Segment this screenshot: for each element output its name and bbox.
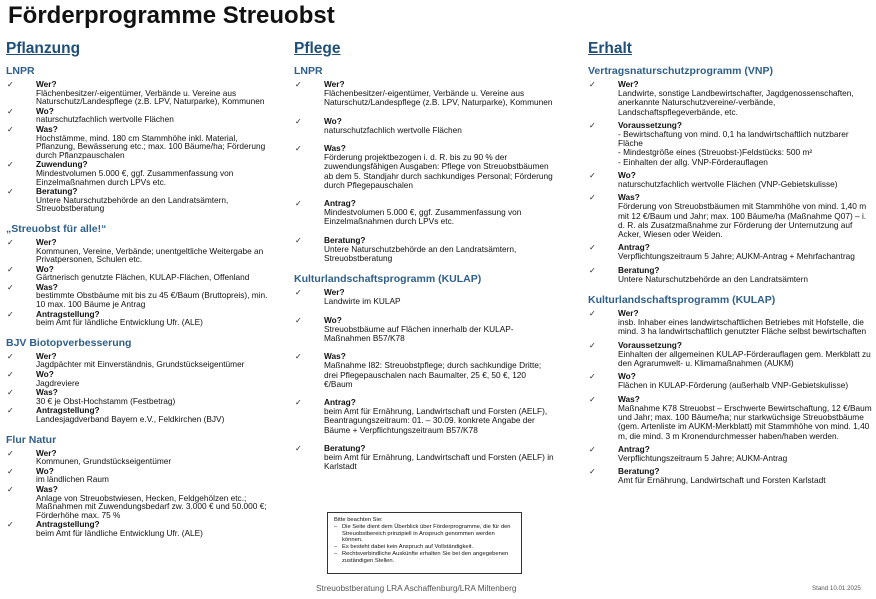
item-text: Hochstämme, mind. 180 cm Stammhöhe inkl. Material, Pflanzung, Bewässerung etc.; max. 100 Bäume/ha; Förderung durch Pflanzpauschalen — [36, 132, 266, 160]
item-text: Flächenbesitzer/-eigentümer, Verbände u. Vereine aus Naturschutz/Landespflege (z.B. LPV, Naturparke), Kommunen — [36, 87, 265, 107]
item-text: Mindestvolumen 5.000 €, ggf. Zusammenfassung von Einzelmaßnahmen durch LPVs etc. — [324, 207, 522, 227]
list-item — [6, 467, 274, 484]
list-item — [294, 236, 556, 264]
item-text: Streuobstbäume auf Flächen innerhalb der KULAP-Maßnahmen B57/K78 — [324, 323, 514, 344]
list-item — [588, 171, 872, 189]
checkmark-icon: ✓ — [7, 520, 14, 530]
checkmark-icon: ✓ — [295, 80, 302, 89]
list-item — [294, 288, 556, 306]
list-item — [6, 107, 274, 124]
item-text: naturschutzfachlich wertvolle Flächen (VNP-Gebietskulisse) — [618, 179, 838, 190]
item-text: bestimmte Obstbäume mit bis zu 45 €/Baum (Bruttopreis), min. 10 max. 100 Bäume je Antrag — [36, 290, 268, 310]
item-label: Wer? — [36, 79, 57, 89]
checkmark-icon: ✓ — [589, 120, 596, 130]
item-label: Voraussetzung? — [618, 119, 682, 130]
item-label: Wo? — [618, 371, 636, 382]
section-title: Flur Natur — [6, 433, 57, 446]
list-item — [6, 187, 274, 213]
list-item — [294, 80, 556, 108]
item-label: Antrag? — [618, 242, 650, 253]
notice-item: – Es besteht dabei kein Anspruch auf Vollständigkeit. — [334, 544, 515, 551]
item-text: Flächenbesitzer/-eigentümer, Verbände u. Vereine aus Naturschutz/Landespflege (z.B. LPV, Naturparke), Kommunen — [324, 88, 553, 108]
list-item — [588, 266, 872, 284]
checkmark-icon: ✓ — [589, 340, 596, 350]
checkmark-icon: ✓ — [7, 80, 14, 89]
list-item — [6, 283, 274, 309]
item-text: beim Amt für Ernährung, Landwirtschaft und Forsten (AELF), Beantragungszeitraum: 01. – 30.09. konkrete Angabe der Bäume + Verpflichtungszeitraum B57/K78 — [324, 406, 548, 435]
list-item — [588, 121, 872, 167]
list-item — [6, 310, 274, 327]
list-item — [6, 406, 274, 423]
list-item — [294, 144, 556, 190]
item-text: - Bewirtschaftung von mind. 0,1 ha landwirtschaftlich nutzbarer Fläche - Mindestgröße eines (Streuobst-)Feldstücks: 500 m² - Einhalten der allg. VNP-Förderauflagen — [618, 129, 849, 167]
item-label: Wo? — [324, 115, 342, 126]
checkmark-icon: ✓ — [7, 388, 14, 398]
notice-heading: Bitte beachten Sie: — [334, 517, 383, 523]
item-label: Voraussetzung? — [618, 339, 682, 350]
checkmark-icon: ✓ — [7, 351, 14, 361]
item-text: Anlage von Streuobstwiesen, Hecken, Feldgehölzen etc.; Maßnahmen mit Zuwendungsbedarf zw. 3.000 € und 50.000 €; Förderhöhe max. 75 % — [36, 492, 267, 520]
item-text: Maßnahme K78 Streuobst – Erschwerte Bewirtschaftung, 12 €/Baum und Jahr; max. 100 Bäume/ha; nur starkwüchsige Streuobstbäume (gem. Artenliste im AUKM-Merkblatt) mit Stammhöhe von mind. 1,40 m, die mind. 3 m Kronendurchmesser haben/haben werden. — [618, 402, 872, 441]
item-text: beim Amt für Ernährung, Landwirtschaft und Forsten (AELF) in Karlstadt — [324, 452, 554, 472]
checkmark-icon: ✓ — [589, 193, 596, 203]
checkmark-icon: ✓ — [7, 187, 14, 197]
checkmark-icon: ✓ — [295, 398, 302, 408]
item-label: Antrag? — [324, 198, 356, 209]
checkmark-icon: ✓ — [589, 309, 596, 319]
footer-text: Streuobstberatung LRA Aschaffenburg/LRA Miltenberg — [316, 583, 517, 593]
item-label: Zuwendung? — [36, 159, 88, 170]
list-item — [6, 352, 274, 369]
checkmark-icon: ✓ — [589, 243, 596, 253]
item-text: naturschutzfachlich wertvolle Flächen — [36, 114, 174, 125]
checkmark-icon: ✓ — [589, 80, 596, 89]
item-label: Wo? — [36, 465, 54, 476]
item-label: Beratung? — [618, 264, 660, 275]
list-item — [588, 80, 872, 117]
item-text: Flächen in KULAP-Förderung (außerhalb VNP-Gebietskulisse) — [618, 380, 849, 391]
item-text: Kommunen, Vereine, Verbände; unentgeltliche Weitergabe an Privatpersonen, Schulen etc. — [36, 245, 264, 265]
item-text: Maßnahme I82: Streuobstpflege; durch sachkundige Dritte; drei Pflegepauschalen nach Baumalter, 25 €, 50 €, 120 €/Baum — [324, 360, 542, 389]
item-text: Verpflichtungszeitraum 5 Jahre; AUKM-Antrag + Mehrfachantrag — [618, 251, 855, 262]
checkmark-icon: ✓ — [7, 160, 14, 170]
item-label: Was? — [36, 483, 58, 494]
list-item — [588, 243, 872, 261]
checkmark-icon: ✓ — [295, 443, 302, 453]
checkmark-icon: ✓ — [589, 394, 596, 404]
notice-item: – Rechtsverbindliche Auskünfte erhalten Sie bei den angegebenen zuständigen Stellen. — [334, 551, 515, 565]
list-item — [588, 445, 872, 463]
section-title: BJV Biotopverbesserung — [6, 336, 132, 349]
checkmark-icon: ✓ — [7, 466, 14, 476]
item-label: Beratung? — [618, 466, 660, 477]
item-text: Jagdpächter mit Einverständnis, Grundstückseigentümer — [36, 359, 245, 370]
checkmark-icon: ✓ — [7, 237, 14, 247]
item-text: Mindestvolumen 5.000 €, ggf. Zusammenfassung von Einzelmaßnahmen durch LPVs etc. — [36, 167, 234, 187]
item-label: Wer? — [618, 308, 639, 319]
list-item — [294, 352, 556, 389]
item-text: Kommunen, Grundstückseigentümer — [36, 456, 172, 467]
section-title: LNPR — [294, 65, 323, 77]
item-text: Landwirte im KULAP — [324, 296, 401, 307]
item-label: Wer? — [324, 287, 345, 298]
item-label: Antragstellung? — [36, 308, 100, 319]
list-item — [588, 372, 872, 390]
item-text: Untere Naturschutzbehörde an den Landratsämtern, Streuobstberatung — [324, 243, 517, 264]
column-pflege — [294, 40, 556, 476]
item-text: Landwirte, sonstige Landbewirtschafter, Jagdgenossenschaften, anerkannte Naturschutzvereine/-verbände, Landschaftspflegeverbände, etc. — [618, 88, 854, 117]
item-label: Beratung? — [324, 234, 366, 245]
item-text: beim Amt für ländliche Entwicklung Ufr. (ALE) — [36, 317, 203, 328]
checkmark-icon: ✓ — [295, 116, 302, 126]
section-title: Vertragsnaturschutzprogramm (VNP) — [588, 65, 773, 77]
list-item — [6, 388, 274, 405]
list-item — [6, 265, 274, 282]
item-label: Was? — [36, 281, 58, 292]
list-item — [6, 160, 274, 186]
item-text: 30 € je Obst-Hochstamm (Festbetrag) — [36, 395, 176, 406]
list-item — [294, 199, 556, 227]
checkmark-icon: ✓ — [295, 199, 302, 209]
list-item — [6, 370, 274, 387]
list-item — [294, 398, 556, 435]
item-text: Amt für Ernährung, Landwirtschaft und Forsten Karlstadt — [618, 475, 826, 486]
checkmark-icon: ✓ — [589, 372, 596, 382]
item-text: Förderung projektbezogen i. d. R. bis zu 90 % der zuwendungsfähigen Ausgaben: Pflege von Streuobstbäumen ab dem 5. Standjahr durch sachkundiges Personal; Förderung durch Pflegepauschalen — [324, 152, 553, 190]
item-text: Einhalten der allgemeinen KULAP-Förderauflagen gem. Merkblatt zu den Agrarumwelt- u. Klimamaßnahmen (AUKM) — [618, 348, 871, 369]
item-label: Was? — [618, 393, 640, 404]
notice-box — [327, 512, 522, 574]
checkmark-icon: ✓ — [295, 235, 302, 245]
item-text: Jagdreviere — [36, 377, 80, 388]
item-label: Wo? — [36, 369, 54, 380]
checkmark-icon: ✓ — [589, 170, 596, 180]
checkmark-icon: ✓ — [295, 352, 302, 362]
column-erhalt — [588, 40, 872, 490]
list-item — [6, 449, 274, 466]
item-label: Antrag? — [324, 397, 356, 408]
checkmark-icon: ✓ — [7, 282, 14, 292]
item-label: Was? — [324, 143, 346, 154]
list-item — [6, 238, 274, 264]
item-text: insb. Inhaber eines landwirtschaftlichen Betriebes mit Hofstelle, die mind. 3 ha landwirtschaftlich genutzter Fläche selbst bewirtschaften — [618, 317, 867, 337]
checkmark-icon: ✓ — [7, 264, 14, 274]
list-item — [588, 309, 872, 337]
item-text: Verpflichtungszeitraum 5 Jahre; AUKM-Antrag — [618, 452, 788, 463]
section-title: „Streuobst für alle!“ — [6, 222, 107, 235]
item-label: Was? — [36, 387, 58, 398]
item-text: Landesjagdverband Bayern e.V., Feldkirchen (BJV) — [36, 414, 225, 424]
item-label: Antragstellung? — [36, 405, 100, 416]
item-label: Beratung? — [36, 186, 78, 197]
list-item — [294, 117, 556, 135]
checkmark-icon: ✓ — [589, 467, 596, 477]
item-label: Wo? — [36, 105, 54, 116]
item-label: Wer? — [36, 447, 57, 458]
item-text: Untere Naturschutzbehörde an den Landratsämtern, Streuobstberatung — [36, 194, 229, 214]
column-heading: Pflege — [294, 40, 341, 57]
item-label: Wo? — [324, 314, 342, 325]
item-text: Gärtnerisch genutzte Flächen, KULAP-Flächen, Offenland — [36, 272, 250, 283]
section-title: Kulturlandschaftsprogramm (KULAP) — [294, 273, 482, 286]
column-heading: Pflanzung — [6, 40, 81, 57]
column-heading: Erhalt — [588, 40, 632, 57]
item-label: Was? — [36, 123, 58, 134]
checkmark-icon: ✓ — [589, 265, 596, 275]
item-text: Förderung von Streuobstbäumen mit Stammhöhe von mind. 1,40 m mit 12 €/Baum und Jahr; max. 100 Bäume/ha (Maßnahme Q07) – i. d. R. als Zusatzmaßnahme zur Förderung der Unternutzung auf Acker, Wiesen oder Weiden. — [618, 201, 867, 240]
list-item — [294, 316, 556, 344]
item-label: Wer? — [324, 79, 345, 89]
item-label: Wer? — [36, 236, 57, 247]
list-item — [588, 341, 872, 369]
list-item — [294, 444, 556, 472]
checkmark-icon: ✓ — [295, 288, 302, 298]
checkmark-icon: ✓ — [7, 370, 14, 380]
list-item — [6, 485, 274, 519]
list-item — [588, 395, 872, 441]
list-item — [6, 80, 274, 106]
item-label: Antrag? — [618, 443, 650, 454]
list-item — [6, 125, 274, 159]
checkmark-icon: ✓ — [7, 124, 14, 134]
item-text: im ländlichen Raum — [36, 474, 109, 485]
checkmark-icon: ✓ — [295, 315, 302, 325]
item-label: Wo? — [36, 263, 54, 274]
item-label: Wer? — [36, 350, 57, 361]
checkmark-icon: ✓ — [7, 309, 14, 319]
list-item — [6, 520, 274, 537]
item-text: naturschutzfachlich wertvolle Flächen — [324, 124, 462, 135]
item-label: Beratung? — [324, 442, 366, 453]
section-title: Kulturlandschaftsprogramm (KULAP) — [588, 294, 776, 307]
item-label: Wo? — [618, 169, 636, 180]
notice-item: – Die Seite dient dem Überblick über Förderprogramme, die für den Streuobstbereich prinzipiell in Anspruch genommen werden können. — [334, 524, 515, 544]
checkmark-icon: ✓ — [7, 106, 14, 116]
item-label: Antragstellung? — [36, 519, 100, 530]
column-pflanzung — [6, 40, 274, 539]
item-text: Untere Naturschutzbehörde an den Landratsämtern — [618, 273, 809, 284]
checkmark-icon: ✓ — [7, 448, 14, 458]
stand-date: Stand 10.01.2025 — [812, 585, 861, 592]
section-title: LNPR — [6, 65, 35, 77]
checkmark-icon: ✓ — [589, 444, 596, 454]
checkmark-icon: ✓ — [7, 484, 14, 494]
list-item — [588, 467, 872, 485]
checkmark-icon: ✓ — [7, 406, 14, 416]
item-label: Was? — [618, 192, 640, 203]
page-title: Förderprogramme Streuobst — [8, 2, 335, 29]
item-text: beim Amt für ländliche Entwicklung Ufr. (ALE) — [36, 527, 203, 538]
checkmark-icon: ✓ — [295, 144, 302, 154]
item-label: Wer? — [618, 79, 639, 89]
list-item — [588, 193, 872, 239]
item-label: Was? — [324, 351, 346, 362]
